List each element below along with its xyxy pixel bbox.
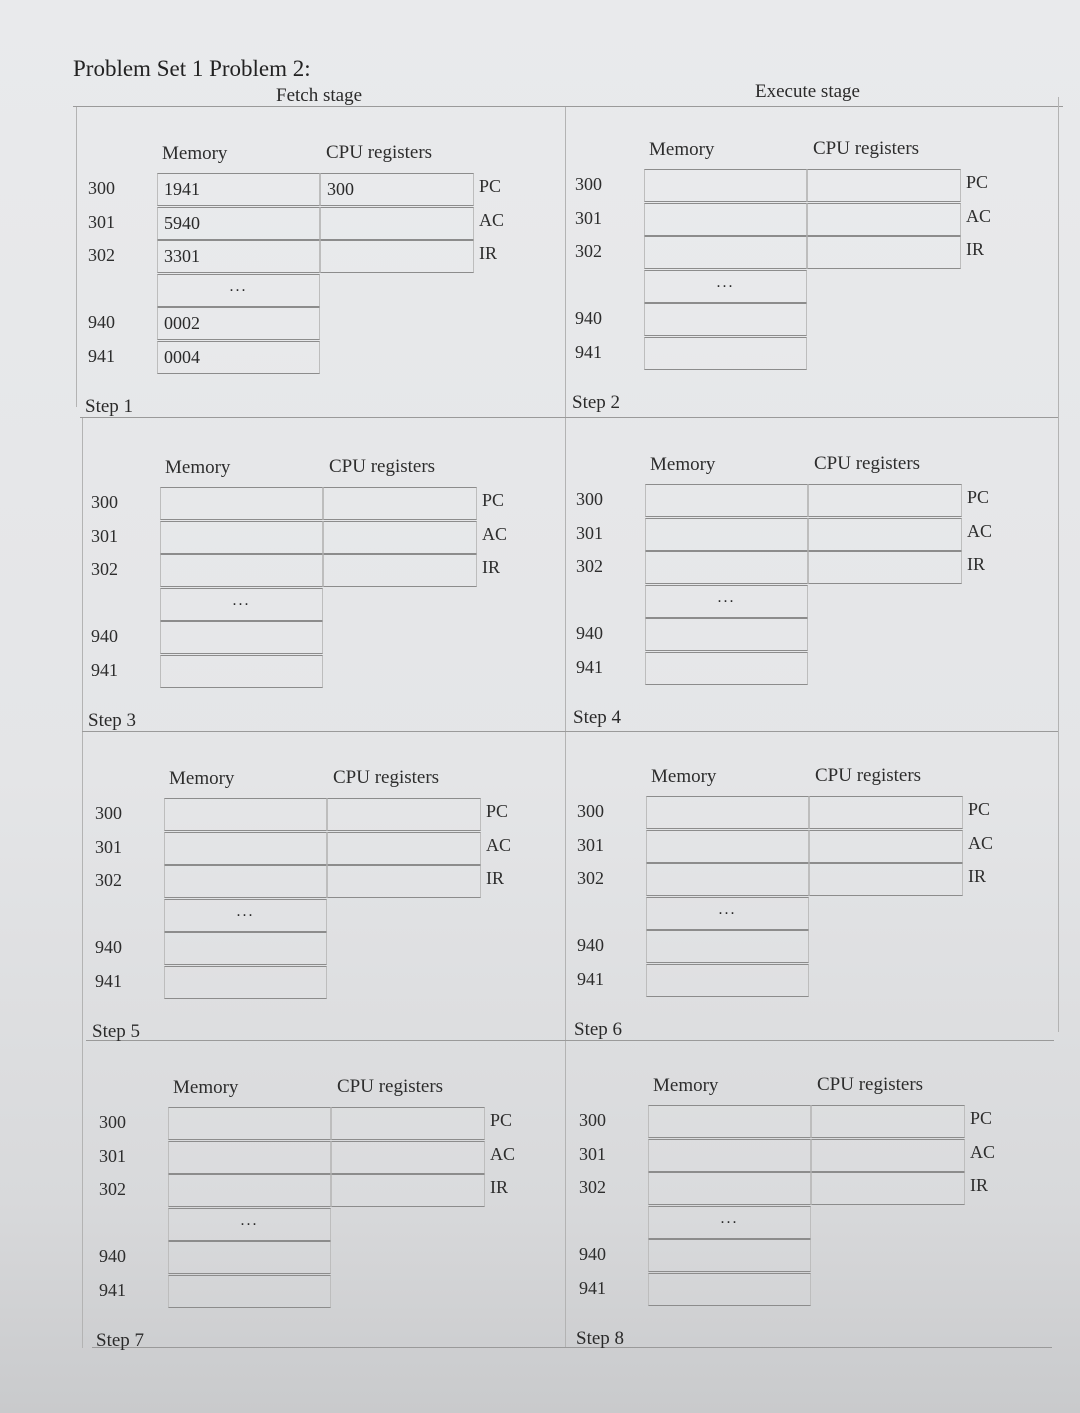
memory-cell-302[interactable] <box>168 1174 331 1207</box>
memory-cell-940[interactable] <box>648 1239 811 1272</box>
step-panel-4 <box>568 451 1038 756</box>
memory-ellipsis: ... <box>646 897 809 930</box>
memory-header: Memory <box>653 1075 719 1096</box>
address-label-940: 940 <box>99 1246 126 1266</box>
register-cell-ac[interactable] <box>320 207 474 240</box>
address-label-301: 301 <box>91 526 118 546</box>
register-label-ir: IR <box>968 866 986 886</box>
address-label-301: 301 <box>99 1146 126 1166</box>
register-label-ac: AC <box>486 835 512 855</box>
memory-cell-302[interactable] <box>644 236 807 269</box>
address-label-302: 302 <box>579 1177 606 1197</box>
memory-cell-301[interactable] <box>644 203 807 236</box>
memory-cell-301[interactable] <box>645 518 808 551</box>
address-label-301: 301 <box>88 212 115 232</box>
cpu-registers-header: CPU registers <box>814 453 921 474</box>
memory-header: Memory <box>173 1077 239 1098</box>
address-label-302: 302 <box>95 870 122 890</box>
register-label-ir: IR <box>967 554 985 574</box>
memory-header: Memory <box>165 457 231 478</box>
register-cell-pc[interactable] <box>327 798 481 831</box>
register-label-ac: AC <box>968 833 994 853</box>
register-label-pc: PC <box>968 799 991 819</box>
address-label-940: 940 <box>579 1244 606 1264</box>
memory-ellipsis: ... <box>645 585 808 618</box>
register-label-ac: AC <box>490 1144 516 1164</box>
memory-cell-941[interactable] <box>168 1275 331 1308</box>
memory-cell-302[interactable] <box>164 865 327 898</box>
register-label-ac: AC <box>966 206 992 226</box>
address-label-940: 940 <box>91 626 118 646</box>
register-label-pc: PC <box>967 487 990 507</box>
address-label-941: 941 <box>91 660 118 680</box>
memory-header: Memory <box>651 766 717 787</box>
address-label-301: 301 <box>577 835 604 855</box>
memory-cell-302[interactable] <box>160 554 323 587</box>
register-label-ac: AC <box>967 521 993 541</box>
register-cell-ac[interactable] <box>327 832 481 865</box>
memory-cell-941[interactable] <box>645 652 808 685</box>
step-label-8: Step 8 <box>576 1328 625 1349</box>
address-label-941: 941 <box>577 969 604 989</box>
memory-cell-300[interactable] <box>164 798 327 831</box>
memory-cell-302[interactable] <box>648 1172 811 1205</box>
memory-ellipsis: ... <box>648 1206 811 1239</box>
address-label-300: 300 <box>579 1110 606 1130</box>
memory-cell-940[interactable] <box>160 621 323 654</box>
header-rule <box>73 106 1063 107</box>
memory-cell-941[interactable] <box>644 337 807 370</box>
register-label-ir: IR <box>486 868 504 888</box>
memory-cell-301[interactable] <box>648 1139 811 1172</box>
address-label-302: 302 <box>88 245 115 265</box>
frame-left-1 <box>76 107 77 407</box>
register-cell-ac[interactable] <box>807 203 961 236</box>
step-label-2: Step 2 <box>572 392 621 413</box>
address-label-941: 941 <box>99 1280 126 1300</box>
register-label-pc: PC <box>482 490 505 510</box>
register-cell-ir[interactable] <box>808 551 962 584</box>
memory-ellipsis: ... <box>644 270 807 303</box>
memory-cell-941[interactable] <box>646 964 809 997</box>
address-label-300: 300 <box>88 178 115 198</box>
register-cell-ir[interactable] <box>809 863 963 896</box>
register-cell-ir[interactable] <box>323 554 477 587</box>
register-cell-pc[interactable] <box>809 796 963 829</box>
memory-cell-300[interactable] <box>168 1107 331 1140</box>
memory-cell-300[interactable] <box>646 796 809 829</box>
cpu-registers-header: CPU registers <box>817 1074 924 1095</box>
frame-right <box>1058 97 1059 1032</box>
register-cell-pc[interactable]: 300 <box>320 173 474 206</box>
memory-cell-300[interactable] <box>644 169 807 202</box>
address-label-940: 940 <box>576 623 603 643</box>
memory-cell-300[interactable] <box>645 484 808 517</box>
register-cell-ir[interactable] <box>327 865 481 898</box>
memory-ellipsis: ... <box>168 1208 331 1241</box>
register-cell-pc[interactable] <box>807 169 961 202</box>
register-cell-ac[interactable] <box>809 830 963 863</box>
memory-cell-302[interactable]: 3301 <box>157 240 320 273</box>
register-label-pc: PC <box>490 1110 513 1130</box>
register-label-ac: AC <box>479 210 505 230</box>
address-label-940: 940 <box>95 937 122 957</box>
cpu-registers-header: CPU registers <box>326 142 433 163</box>
register-cell-ac[interactable] <box>331 1141 485 1174</box>
memory-cell-940[interactable] <box>646 930 809 963</box>
register-label-ac: AC <box>970 1142 996 1162</box>
register-label-ir: IR <box>482 557 500 577</box>
address-label-300: 300 <box>99 1112 126 1132</box>
memory-cell-301[interactable] <box>160 521 323 554</box>
step-label-5: Step 5 <box>92 1021 141 1042</box>
address-label-302: 302 <box>577 868 604 888</box>
register-label-pc: PC <box>486 801 509 821</box>
cpu-registers-header: CPU registers <box>329 456 436 477</box>
register-label-ir: IR <box>966 239 984 259</box>
cpu-registers-header: CPU registers <box>337 1076 444 1097</box>
register-label-pc: PC <box>966 172 989 192</box>
register-cell-ac[interactable] <box>811 1139 965 1172</box>
step-label-4: Step 4 <box>573 707 622 728</box>
register-label-pc: PC <box>970 1108 993 1128</box>
memory-cell-301[interactable] <box>164 832 327 865</box>
address-label-302: 302 <box>576 556 603 576</box>
memory-cell-300[interactable] <box>648 1105 811 1138</box>
step-panel-7 <box>91 1074 561 1379</box>
page-title: Problem Set 1 Problem 2: <box>73 56 311 81</box>
step-panel-1 <box>80 140 550 445</box>
address-label-941: 941 <box>88 346 115 366</box>
register-label-ac: AC <box>482 524 508 544</box>
address-label-300: 300 <box>575 174 602 194</box>
address-label-941: 941 <box>575 342 602 362</box>
memory-cell-301[interactable] <box>646 830 809 863</box>
step-panel-6 <box>569 763 1039 1068</box>
register-cell-pc[interactable] <box>808 484 962 517</box>
memory-cell-940[interactable]: 0002 <box>157 307 320 340</box>
address-label-300: 300 <box>95 803 122 823</box>
memory-cell-300[interactable]: 1941 <box>157 173 320 206</box>
register-label-ir: IR <box>490 1177 508 1197</box>
memory-cell-302[interactable] <box>646 863 809 896</box>
memory-cell-941[interactable]: 0004 <box>157 341 320 374</box>
frame-middle <box>565 107 566 1347</box>
memory-ellipsis: ... <box>164 899 327 932</box>
register-cell-ir[interactable] <box>331 1174 485 1207</box>
memory-header: Memory <box>650 454 716 475</box>
register-label-ir: IR <box>479 243 497 263</box>
memory-header: Memory <box>162 143 228 164</box>
execute-stage-label: Execute stage <box>755 81 860 102</box>
address-label-300: 300 <box>91 492 118 512</box>
step-label-3: Step 3 <box>88 710 137 731</box>
cpu-registers-header: CPU registers <box>815 765 922 786</box>
address-label-941: 941 <box>579 1278 606 1298</box>
memory-ellipsis: ... <box>160 588 323 621</box>
register-label-ir: IR <box>970 1175 988 1195</box>
address-label-940: 940 <box>88 312 115 332</box>
address-label-941: 941 <box>95 971 122 991</box>
address-label-302: 302 <box>91 559 118 579</box>
register-cell-pc[interactable] <box>323 487 477 520</box>
address-label-300: 300 <box>576 489 603 509</box>
register-label-pc: PC <box>479 176 502 196</box>
step-label-6: Step 6 <box>574 1019 623 1040</box>
register-cell-pc[interactable] <box>331 1107 485 1140</box>
step-panel-3 <box>83 454 553 759</box>
address-label-940: 940 <box>577 935 604 955</box>
address-label-300: 300 <box>577 801 604 821</box>
memory-cell-301[interactable] <box>168 1141 331 1174</box>
address-label-301: 301 <box>579 1144 606 1164</box>
cpu-registers-header: CPU registers <box>813 138 920 159</box>
step-label-7: Step 7 <box>96 1330 145 1351</box>
memory-cell-940[interactable] <box>645 618 808 651</box>
step-panel-8 <box>571 1072 1041 1377</box>
address-label-941: 941 <box>576 657 603 677</box>
memory-cell-300[interactable] <box>160 487 323 520</box>
address-label-302: 302 <box>575 241 602 261</box>
address-label-301: 301 <box>575 208 602 228</box>
memory-cell-940[interactable] <box>644 303 807 336</box>
step-panel-2 <box>567 136 1037 441</box>
memory-cell-941[interactable] <box>160 655 323 688</box>
register-cell-ir[interactable] <box>807 236 961 269</box>
memory-cell-301[interactable]: 5940 <box>157 207 320 240</box>
register-cell-ac[interactable] <box>808 518 962 551</box>
memory-ellipsis: ... <box>157 274 320 307</box>
cpu-registers-header: CPU registers <box>333 767 440 788</box>
address-label-302: 302 <box>99 1179 126 1199</box>
step-label-1: Step 1 <box>85 396 134 417</box>
memory-cell-940[interactable] <box>168 1241 331 1274</box>
address-label-301: 301 <box>95 837 122 857</box>
step-panel-5 <box>87 765 557 1070</box>
register-cell-ac[interactable] <box>323 521 477 554</box>
memory-header: Memory <box>169 768 235 789</box>
address-label-940: 940 <box>575 308 602 328</box>
memory-cell-940[interactable] <box>164 932 327 965</box>
memory-cell-941[interactable] <box>648 1273 811 1306</box>
register-cell-pc[interactable] <box>811 1105 965 1138</box>
fetch-stage-label: Fetch stage <box>276 85 363 106</box>
memory-header: Memory <box>649 139 715 160</box>
memory-cell-302[interactable] <box>645 551 808 584</box>
memory-cell-941[interactable] <box>164 966 327 999</box>
address-label-301: 301 <box>576 523 603 543</box>
register-cell-ir[interactable] <box>811 1172 965 1205</box>
register-cell-ir[interactable] <box>320 240 474 273</box>
